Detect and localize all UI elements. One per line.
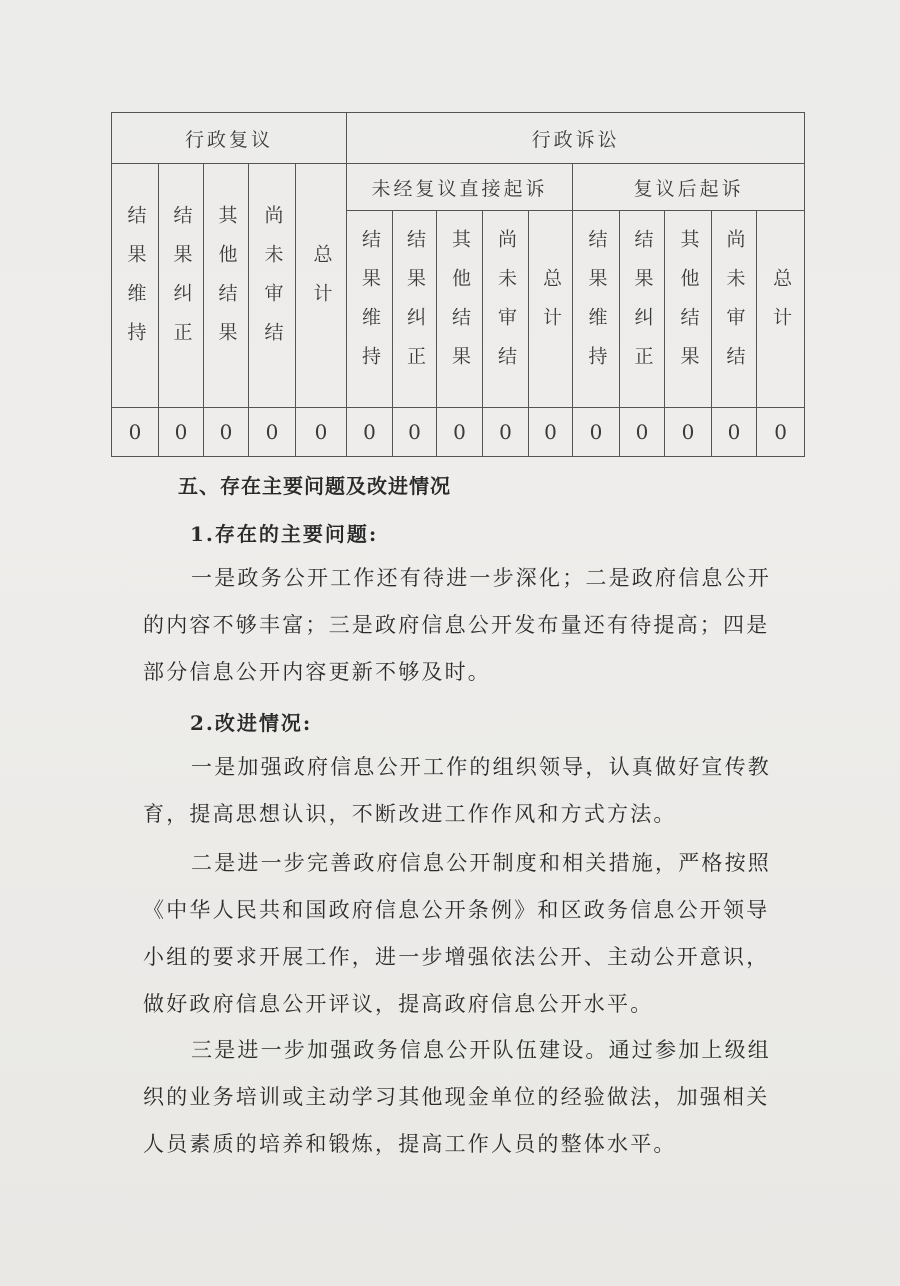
value-cell: 0 xyxy=(529,408,573,457)
improvement-paragraph-2: 二是进一步完善政府信息公开制度和相关措施，严格按照《中华人民共和国政府信息公开条例》和区政务信息公开领导小组的要求开展工作，进一步增强依法公开、主动公开意识，做好政府信息公开评议，提高政府信息公开水平。 xyxy=(143,851,771,1016)
improvement-paragraph-3: 三是进一步加强政务信息公开队伍建设。通过参加上级组织的业务培训或主动学习其他现金单位的经验做法，加强相关人员素质的培养和锻炼，提高工作人员的整体水平。 xyxy=(143,1038,771,1156)
col-header: 结果维持 xyxy=(573,211,620,408)
col-header: 总计 xyxy=(529,211,573,408)
col-header: 尚未审结 xyxy=(483,211,529,408)
value-cell: 0 xyxy=(347,408,393,457)
value-cell: 0 xyxy=(665,408,712,457)
problems-heading: 1.存在的主要问题: xyxy=(190,522,379,546)
value-cell: 0 xyxy=(159,408,204,457)
col-header: 结果纠正 xyxy=(620,211,665,408)
value-cell: 0 xyxy=(712,408,757,457)
col-header: 其他结果 xyxy=(437,211,483,408)
admin-review-header: 行政复议 xyxy=(112,113,347,164)
col-header: 其他结果 xyxy=(204,164,249,408)
col-header: 尚未审结 xyxy=(712,211,757,408)
direct-suit-header: 未经复议直接起诉 xyxy=(347,164,573,211)
col-header: 其他结果 xyxy=(665,211,712,408)
col-header: 结果纠正 xyxy=(393,211,437,408)
value-cell: 0 xyxy=(437,408,483,457)
section-title: 五、存在主要问题及改进情况 xyxy=(178,474,451,498)
value-cell: 0 xyxy=(393,408,437,457)
value-cell: 0 xyxy=(483,408,529,457)
value-cell: 0 xyxy=(204,408,249,457)
col-header: 结果维持 xyxy=(112,164,159,408)
review-litigation-table xyxy=(111,112,805,457)
col-header: 尚未审结 xyxy=(249,164,296,408)
value-cell: 0 xyxy=(296,408,347,457)
col-header: 总计 xyxy=(296,164,347,408)
col-header: 总计 xyxy=(757,211,805,408)
col-header: 结果纠正 xyxy=(159,164,204,408)
improvements-heading: 2.改进情况: xyxy=(190,711,313,735)
col-header: 结果维持 xyxy=(347,211,393,408)
value-cell: 0 xyxy=(249,408,296,457)
value-cell: 0 xyxy=(573,408,620,457)
value-cell: 0 xyxy=(757,408,805,457)
value-cell: 0 xyxy=(112,408,159,457)
problems-paragraph: 一是政务公开工作还有待进一步深化；二是政府信息公开的内容不够丰富；三是政府信息公开发布量还有待提高；四是部分信息公开内容更新不够及时。 xyxy=(143,566,771,684)
value-cell: 0 xyxy=(620,408,665,457)
after-review-suit-header: 复议后起诉 xyxy=(573,164,805,211)
admin-litigation-header: 行政诉讼 xyxy=(347,113,805,164)
improvement-paragraph-1: 一是加强政府信息公开工作的组织领导，认真做好宣传教育，提高思想认识，不断改进工作作风和方式方法。 xyxy=(143,755,771,826)
